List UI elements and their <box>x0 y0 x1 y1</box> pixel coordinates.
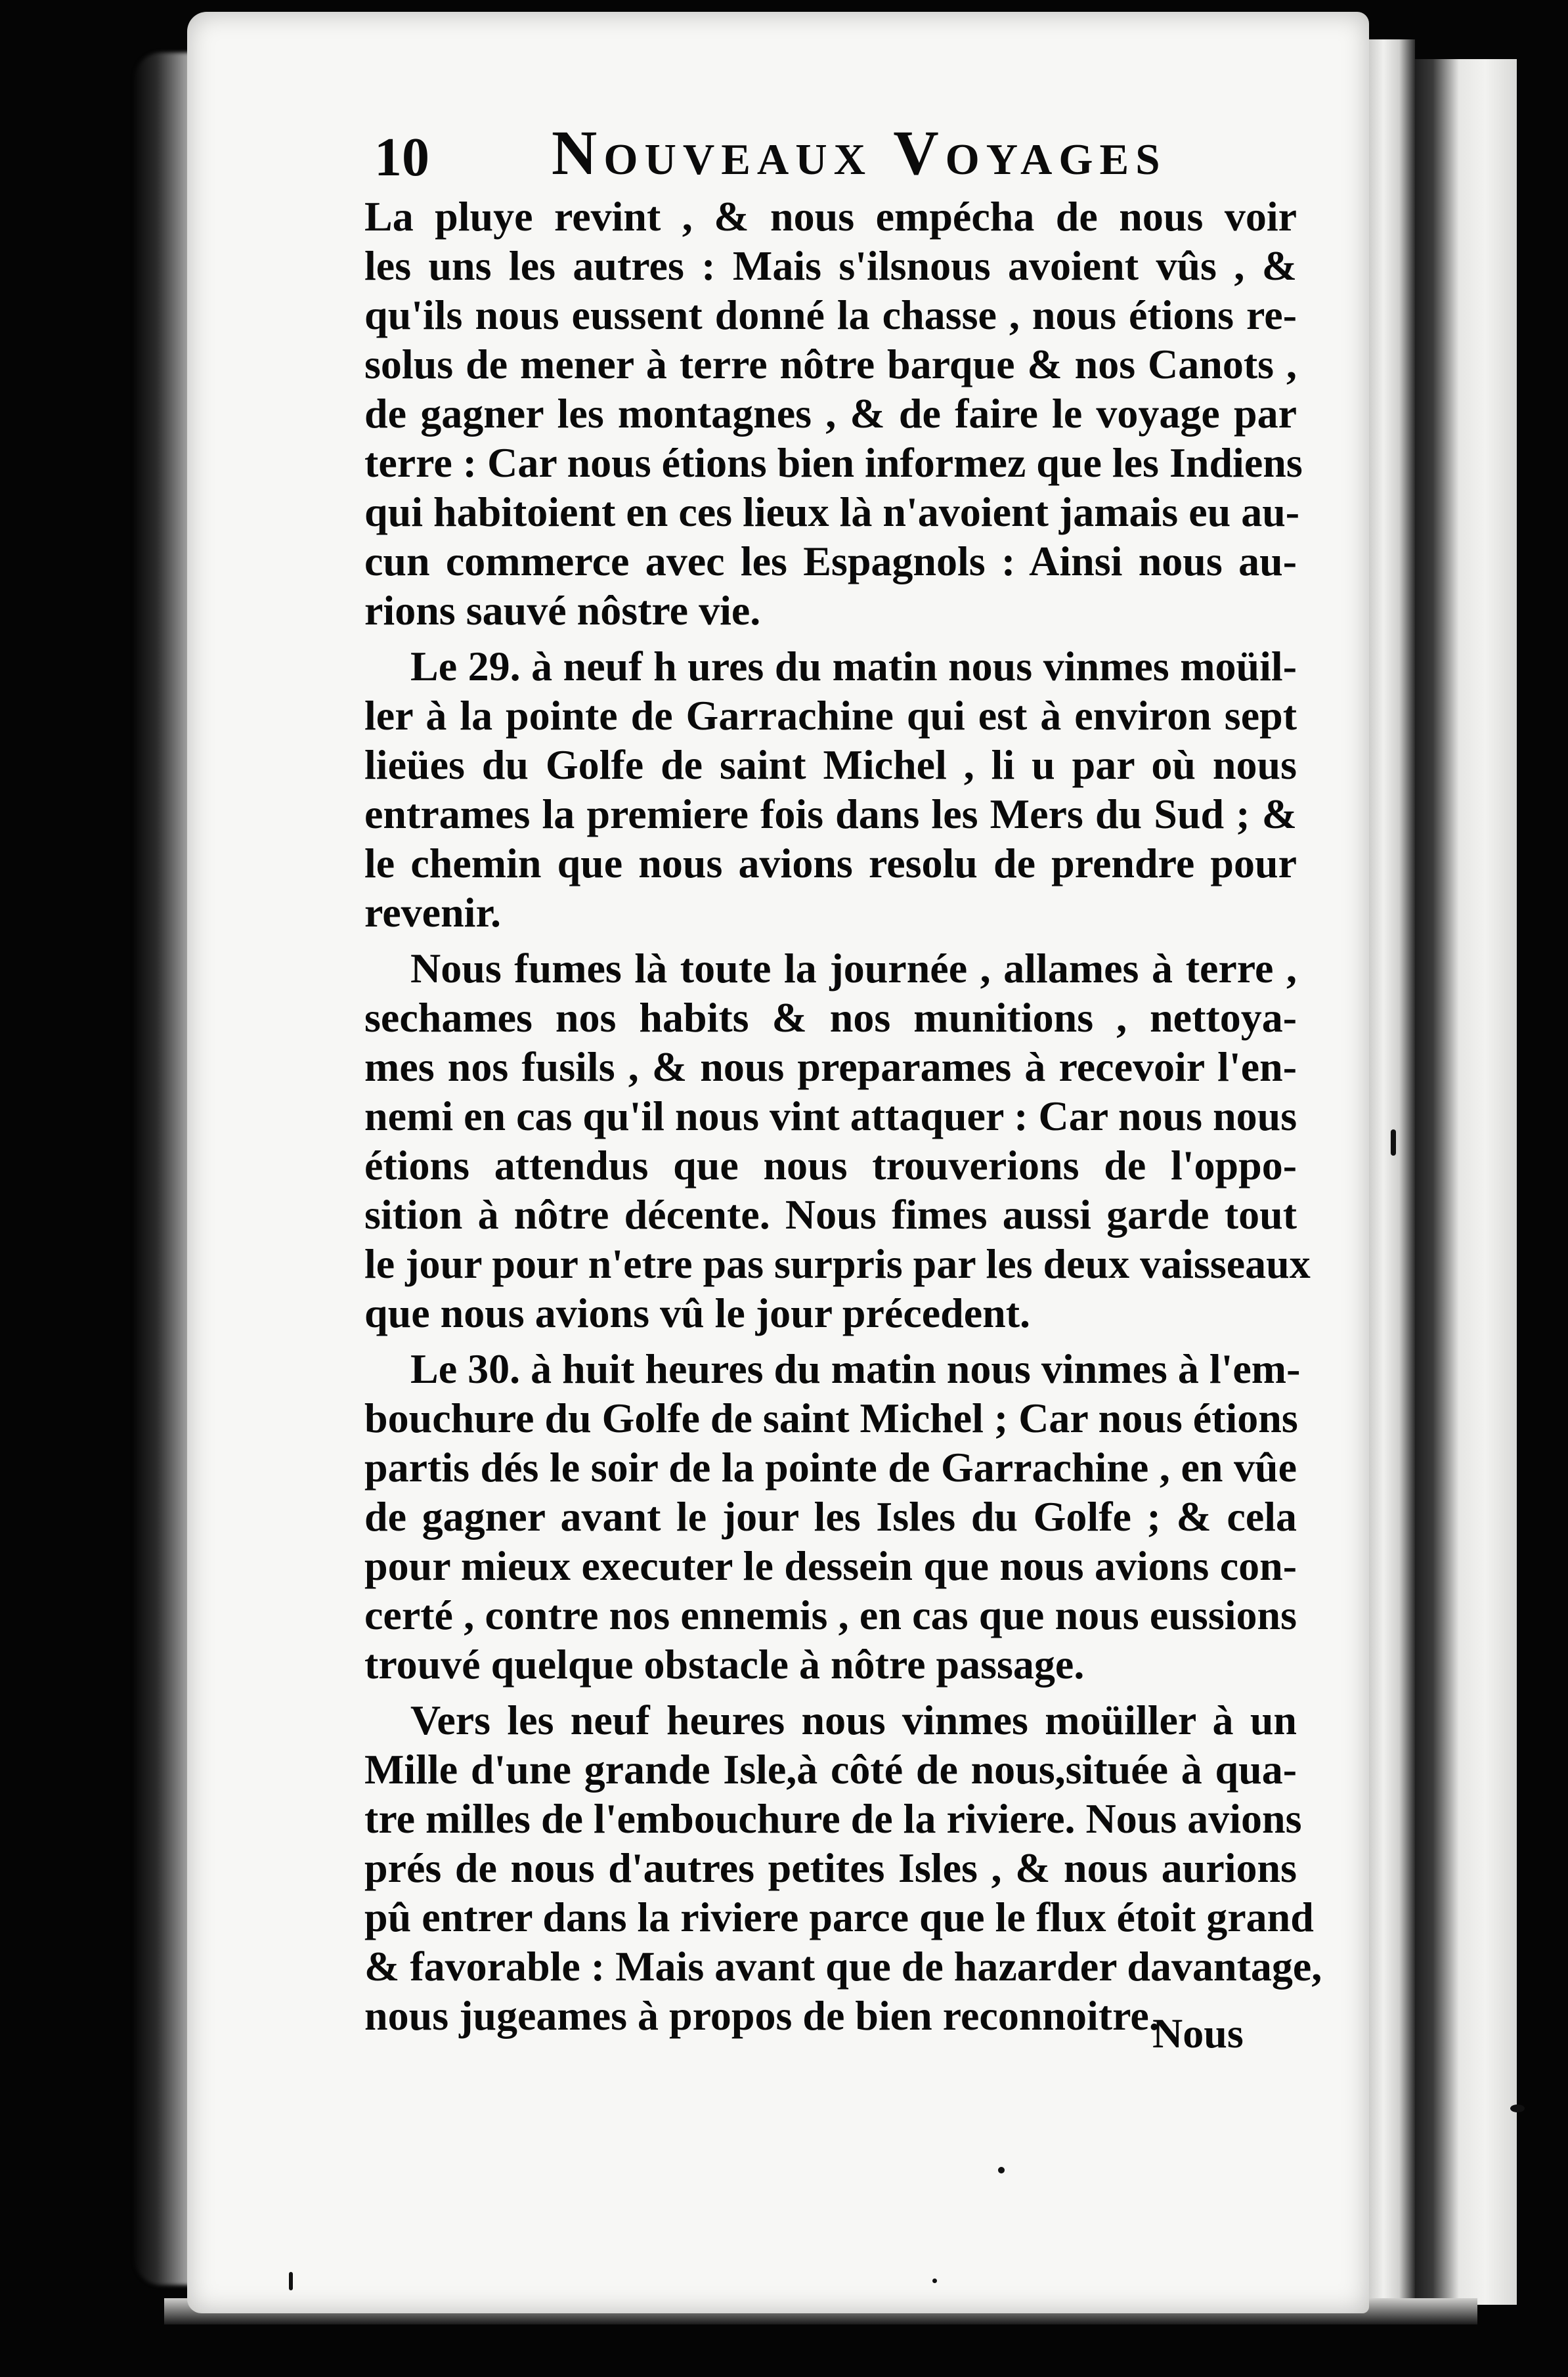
scan-speck <box>289 2272 293 2290</box>
text-line: certé , contre nos ennemis , en cas que nous eussions <box>364 1592 1297 1638</box>
text-line: partis dés le soir de la pointe de Garrachine , en vûe <box>364 1444 1297 1491</box>
text-line: nous jugeames à propos de bien reconnoitre. <box>364 1992 1160 2039</box>
text-line: qui habitoient en ces lieux là n'avoient jamais eu au- <box>364 489 1300 535</box>
text-line: Mille d'une grande Isle,à côté de nous,située à qua- <box>364 1746 1297 1793</box>
text-line: cun commerce avec les Espagnols : Ainsi nous au- <box>364 538 1297 584</box>
text-line: Vers les neuf heures nous vinmes moüiller à un <box>410 1697 1297 1743</box>
text-line: de gagner avant le jour les Isles du Golfe ; & cela <box>364 1493 1297 1540</box>
text-line: Le 30. à huit heures du matin nous vinmes à l'em- <box>410 1345 1301 1392</box>
text-line: le chemin que nous avions resolu de prendre pour <box>364 840 1297 886</box>
text-line: revenir. <box>364 889 501 936</box>
text-line: le jour pour n'etre pas surpris par les deux vaisseaux <box>364 1240 1311 1287</box>
running-head <box>374 118 1195 204</box>
text-line: Le 29. à neuf h ures du matin nous vinmes moüil- <box>410 643 1297 689</box>
scan-speck <box>1510 2104 1525 2112</box>
body-text <box>364 192 1322 2040</box>
text-line: pour mieux executer le dessein que nous avions con- <box>364 1542 1297 1589</box>
paragraph <box>364 1344 1301 1689</box>
text-line: La pluye revint , & nous empécha de nous voir <box>364 193 1297 240</box>
catchword: Nous <box>1152 2010 1244 2057</box>
text-line: mes nos fusils , & nous preparames à recevoir l'en- <box>364 1043 1297 1090</box>
text-line: tre milles de l'embouchure de la riviere. Nous avions <box>364 1795 1302 1842</box>
text-line: que nous avions vû le jour précedent. <box>364 1290 1031 1336</box>
scan-speck <box>932 2279 937 2283</box>
right-page-edges <box>1412 59 1517 2305</box>
text-line: trouvé quelque obstacle à nôtre passage. <box>364 1641 1085 1688</box>
text-line: les uns les autres : Mais s'ilsnous avoient vûs , & <box>364 242 1297 289</box>
text-line: ler à la pointe de Garrachine qui est à environ sept <box>364 692 1297 739</box>
text-line: sition à nôtre décente. Nous fimes aussi garde tout <box>364 1191 1297 1238</box>
text-line: nemi en cas qu'il nous vint attaquer : Car nous nous <box>364 1093 1297 1139</box>
paragraph <box>364 944 1311 1338</box>
text-line: qu'ils nous eussent donné la chasse , nous étions re- <box>364 292 1297 338</box>
text-line: pû entrer dans la riviere parce que le flux étoit grand <box>364 1894 1314 1940</box>
text-line: terre : Car nous étions bien informez que les Indiens <box>364 439 1303 486</box>
text-line: étions attendus que nous trouverions de l'oppo- <box>364 1142 1297 1188</box>
scan-speck <box>998 2167 1005 2173</box>
text-line: prés de nous d'autres petites Isles , & nous aurions <box>364 1844 1297 1891</box>
text-line: bouchure du Golfe de saint Michel ; Car nous étions <box>364 1395 1298 1441</box>
text-line: solus de mener à terre nôtre barque & nos Canots , <box>364 341 1297 387</box>
text-line: sechames nos habits & nos munitions , nettoya- <box>364 994 1297 1041</box>
text-line: lieües du Golfe de saint Michel , li u par où nous <box>364 741 1297 788</box>
scan-speck <box>1391 1129 1396 1156</box>
text-line: Nous fumes là toute la journée , allames à terre , <box>410 945 1297 992</box>
text-line: de gagner les montagnes , & de faire le voyage par <box>364 390 1297 437</box>
running-title: Nouveaux Voyages <box>552 118 1167 188</box>
right-page-edge-shadow <box>1362 39 1415 2305</box>
paragraph <box>364 192 1303 635</box>
paragraph <box>364 642 1297 937</box>
page-number: 10 <box>374 127 429 188</box>
paragraph <box>364 1695 1322 2040</box>
text-line: rions sauvé nôstre vie. <box>364 587 761 634</box>
text-line: & favorable : Mais avant que de hazarder davantage, <box>364 1943 1322 1990</box>
text-line: entrames la premiere fois dans les Mers du Sud ; & <box>364 791 1297 837</box>
